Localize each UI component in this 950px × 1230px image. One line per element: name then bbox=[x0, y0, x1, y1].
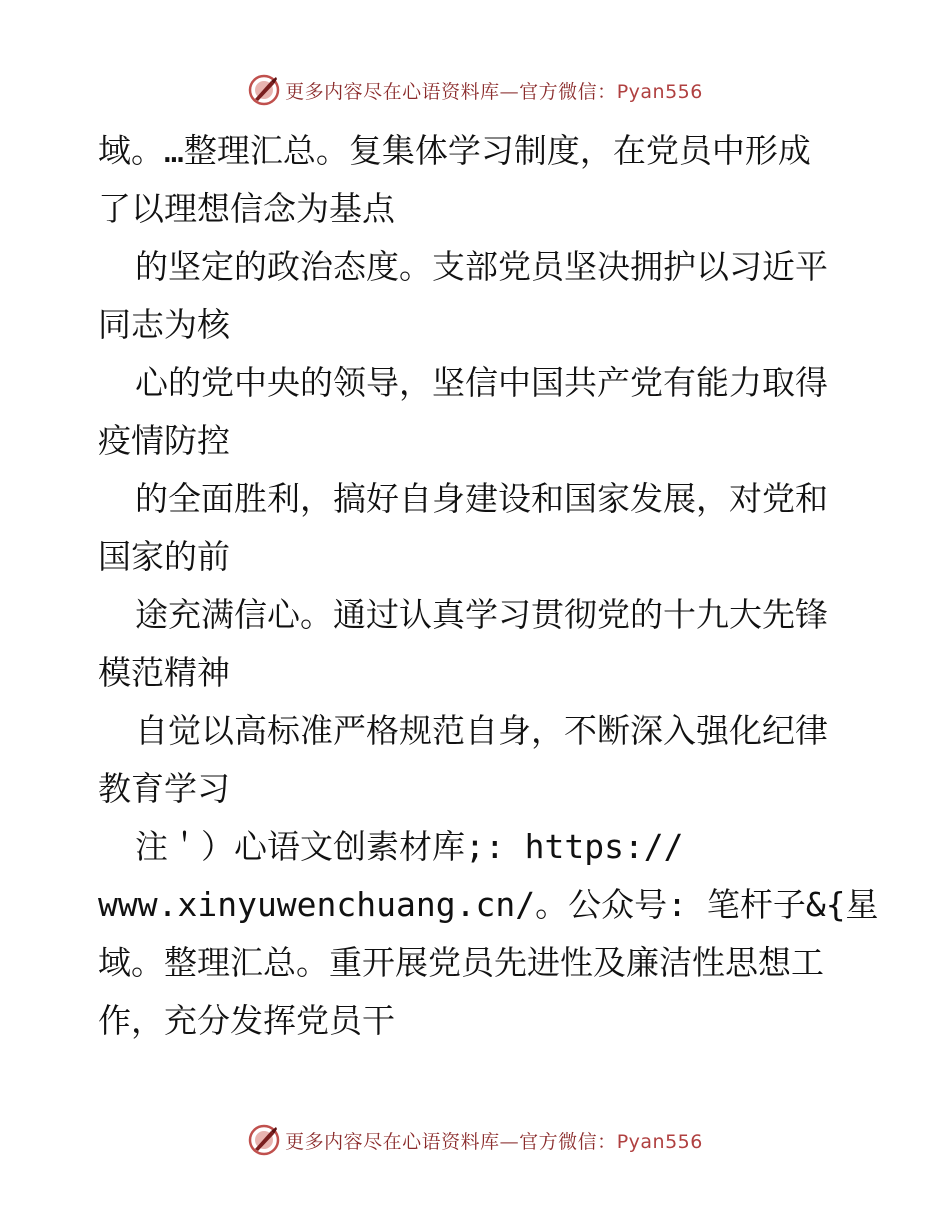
text-line: 作，充分发挥党员干 bbox=[98, 1001, 395, 1040]
banner-dash: — bbox=[499, 1130, 520, 1153]
quill-seal-icon bbox=[247, 73, 281, 107]
text-line: 了以理想信念为基点 bbox=[98, 189, 395, 228]
document-body bbox=[98, 122, 879, 1050]
text-line: 途充满信心。通过认真学习贯彻党的十九大先锋 bbox=[135, 595, 828, 634]
text-line: 注＇）心语文创素材库;: https:// bbox=[135, 827, 684, 866]
text-line: 国家的前 bbox=[98, 537, 230, 576]
text-line: 疫情防控 bbox=[98, 421, 230, 460]
text-line: 同志为核 bbox=[98, 305, 230, 344]
footer-watermark-banner bbox=[0, 1120, 950, 1160]
banner-site-text: 更多内容尽在心语资料库 bbox=[285, 80, 500, 103]
banner-wechat-label: 官方微信： bbox=[519, 80, 617, 103]
text-line: 教育学习 bbox=[98, 769, 230, 808]
text-line: 模范精神 bbox=[98, 653, 230, 692]
banner-site-text: 更多内容尽在心语资料库 bbox=[285, 1130, 500, 1153]
banner-dash: — bbox=[499, 80, 520, 103]
text-line: 自觉以高标准严格规范自身，不断深入强化纪律 bbox=[135, 711, 828, 750]
text-line: 的全面胜利，搞好自身建设和国家发展，对党和 bbox=[135, 479, 828, 518]
quill-seal-icon bbox=[247, 1123, 281, 1157]
text-line: 域。整理汇总。重开展党员先进性及廉洁性思想工 bbox=[98, 943, 824, 982]
text-line: 的坚定的政治态度。支部党员坚决拥护以习近平 bbox=[135, 247, 828, 286]
text-line: www.xinyuwenchuang.cn/。公众号: 笔杆子&{星 bbox=[98, 885, 879, 924]
text-line: 域。…整理汇总。复集体学习制度，在党员中形成 bbox=[98, 131, 811, 170]
banner-wechat-id: Pyan556 bbox=[616, 1130, 703, 1153]
banner-wechat-id: Pyan556 bbox=[616, 80, 703, 103]
header-watermark-banner bbox=[0, 70, 950, 110]
banner-wechat-label: 官方微信： bbox=[519, 1130, 617, 1153]
text-line: 心的党中央的领导，坚信中国共产党有能力取得 bbox=[135, 363, 828, 402]
